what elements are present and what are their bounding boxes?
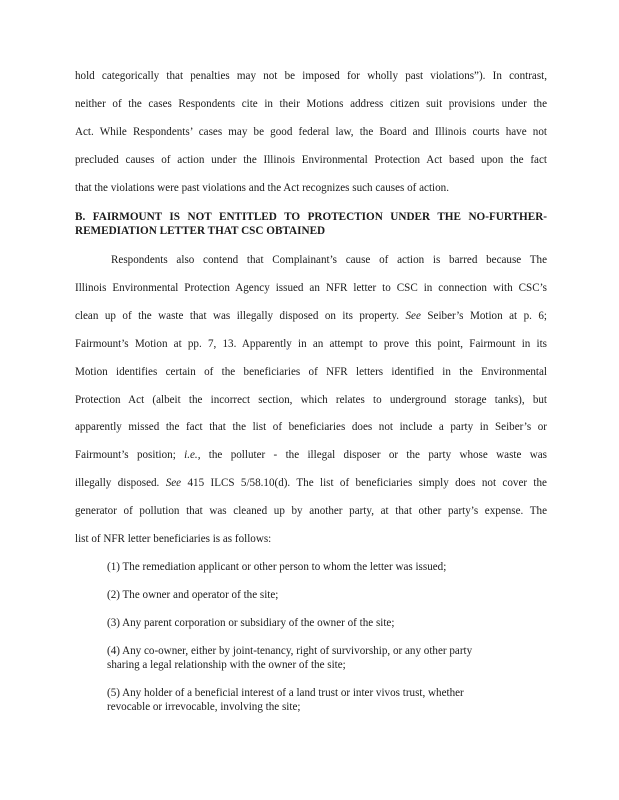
body-text-line: Illinois Environmental Protection Agency issued an NFR letter to CSC in connection with CSC’s bbox=[75, 282, 547, 294]
list-item: (2) The owner and operator of the site; bbox=[107, 589, 279, 601]
text-run: clean up of the waste that was illegally disposed on its property. bbox=[75, 310, 406, 322]
list-item: (1) The remediation applicant or other person to whom the letter was issued; bbox=[107, 561, 447, 573]
text-run: illegally disposed. bbox=[75, 477, 166, 489]
body-text-line: apparently missed the fact that the list of beneficiaries does not include a party in Seiber’s or bbox=[75, 421, 547, 433]
citation-signal: i.e., bbox=[184, 449, 201, 461]
citation-signal: See bbox=[165, 477, 182, 489]
text-run: Seiber’s Motion at p. 6; bbox=[420, 310, 547, 322]
list-item: (5) Any holder of a beneficial interest of a land trust or inter vivos trust, whether bbox=[107, 687, 464, 699]
body-text-line: hold categorically that penalties may not be imposed for wholly past violations”). In contrast, bbox=[75, 70, 547, 82]
list-item: (4) Any co-owner, either by joint-tenancy, right of survivorship, or any other party bbox=[107, 645, 473, 657]
text-run: the polluter - the illegal disposer or the party whose waste was bbox=[200, 449, 547, 461]
citation-signal: See bbox=[405, 310, 421, 322]
body-text-line: precluded causes of action under the Illinois Environmental Protection Act based upon the fact bbox=[75, 154, 547, 166]
text-run: Fairmount’s position; bbox=[75, 449, 185, 461]
body-text-line bbox=[75, 477, 547, 489]
body-text-line: Respondents also contend that Complainant’s cause of action is barred because The bbox=[111, 254, 547, 266]
body-text-line: Motion identifies certain of the beneficiaries of NFR letters identified in the Environmental bbox=[75, 366, 547, 378]
body-text-line: Protection Act (albeit the incorrect section, which relates to underground storage tanks), but bbox=[75, 394, 547, 406]
body-text-line bbox=[75, 449, 547, 461]
body-text-line: that the violations were past violations and the Act recognizes such causes of action. bbox=[75, 182, 449, 194]
body-text-line: list of NFR letter beneficiaries is as follows: bbox=[75, 533, 272, 545]
body-text-line: Act. While Respondents’ cases may be good federal law, the Board and Illinois courts have not bbox=[75, 126, 547, 138]
section-heading: REMEDIATION LETTER THAT CSC OBTAINED bbox=[75, 225, 326, 237]
list-item: (3) Any parent corporation or subsidiary of the owner of the site; bbox=[107, 617, 395, 629]
list-item-continuation: revocable or irrevocable, involving the site; bbox=[107, 701, 301, 713]
body-text-line bbox=[75, 310, 547, 322]
body-text-line: generator of pollution that was cleaned up by another party, at that other party’s expense. The bbox=[75, 505, 547, 517]
text-run: 415 ILCS 5/58.10(d). The list of beneficiaries simply does not cover the bbox=[181, 477, 547, 489]
body-text-line: Fairmount’s Motion at pp. 7, 13. Apparently in an attempt to prove this point, Fairmount in its bbox=[75, 338, 547, 350]
list-item-continuation: sharing a legal relationship with the owner of the site; bbox=[107, 659, 346, 671]
section-heading: B. FAIRMOUNT IS NOT ENTITLED TO PROTECTION UNDER THE NO-FURTHER- bbox=[75, 211, 547, 223]
body-text-line: neither of the cases Respondents cite in their Motions address citizen suit provisions under the bbox=[75, 98, 547, 110]
